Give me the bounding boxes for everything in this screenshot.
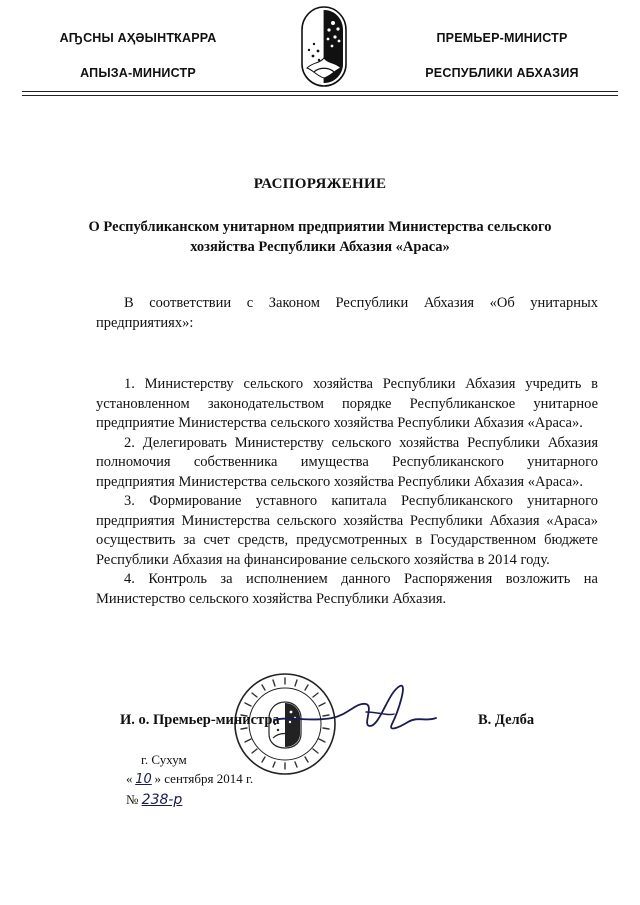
header-left-line1: АҦСНЫ АҲӘЫНТҞАРРА — [59, 31, 217, 45]
number-prefix: № — [126, 792, 139, 807]
list-item: 2. Делегировать Министерству сельского хозяйства Республики Абхазия полномочия собственника имущества Республиканского унитарного предприятия Министерства сельского хозяйства Республики Абхазия «Араса». — [96, 434, 598, 490]
date-day: 10 — [135, 772, 152, 787]
header-right-line1: ПРЕМЬЕР-МИНИСТР — [436, 31, 568, 45]
document-date — [126, 771, 253, 787]
items-list — [96, 375, 598, 609]
list-item: 4. Контроль за исполнением данного Распоряжения возложить на Министерство сельского хозяйства Республики Абхазия. — [96, 571, 598, 607]
header-rule-top — [22, 91, 618, 92]
document-title: РАСПОРЯЖЕНИЕ — [253, 176, 387, 192]
preamble-text: В соответствии с Законом Республики Абхазия «Об унитарных предприятиях»: — [96, 295, 598, 331]
signer-name: В. Делба — [478, 712, 535, 728]
header-rule-bottom — [22, 95, 618, 96]
date-open-quote: « — [126, 771, 133, 786]
number-value: 238-р — [141, 792, 183, 808]
handwritten-signature-icon — [270, 682, 440, 742]
list-item: 3. Формирование уставного капитала Республиканского унитарного предприятия Министерства сельского хозяйства Республики Абхазия «Араса» осуществить за счет средств, предусмотренных в Государственном бюджете Республики Абхазия на финансирование сельского хозяйства в 2014 году. — [96, 493, 598, 568]
preamble-block — [96, 294, 598, 333]
document-subject: О Республиканском унитарном предприятии Министерства сельского хозяйства Республики Абхазия «Араса» — [88, 219, 552, 255]
header-right-line2: РЕСПУБЛИКИ АБХАЗИЯ — [425, 66, 579, 80]
list-item: 1. Министерству сельского хозяйства Республики Абхазия учредить в установленном законодательством порядке Республиканское унитарное предприятие Министерства сельского хозяйства Республики Абхазия «Араса». — [96, 376, 598, 431]
date-rest: » сентября 2014 г. — [154, 771, 254, 786]
document-place: г. Сухум — [141, 752, 187, 767]
abkhazia-emblem-icon — [299, 6, 349, 88]
document-number — [126, 792, 182, 808]
header-left-line2: АПЫЗА-МИНИСТР — [80, 66, 196, 80]
signer-position: И. о. Премьер-министра — [120, 712, 280, 728]
